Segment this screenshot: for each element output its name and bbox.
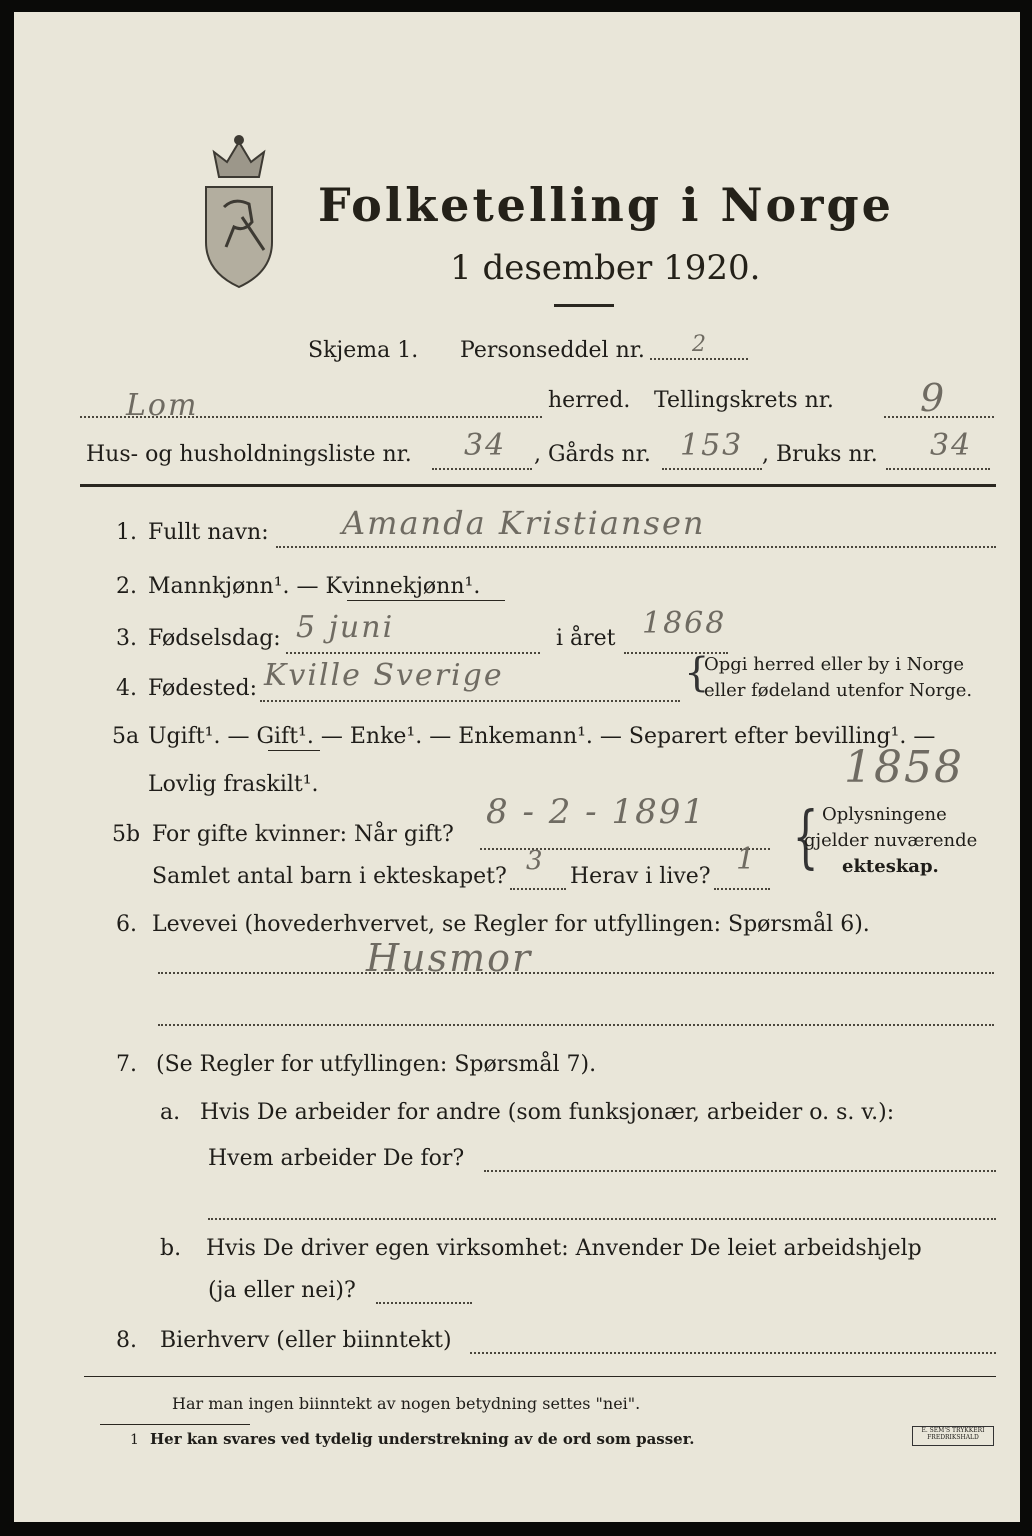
q5b-note-line2: gjelder nuværende (804, 830, 978, 851)
q5a-label-line2: Lovlig fraskilt¹. (148, 772, 319, 797)
title-divider (554, 304, 614, 307)
form-title: Folketelling i Norge (318, 178, 894, 232)
q6-value: Husmor (366, 936, 533, 980)
q5b-children-line (510, 888, 566, 890)
q5b-alive-value: 1 (736, 842, 758, 877)
q4-line (260, 700, 680, 702)
footnote-text: Her kan svares ved tydelig understrekning av de ord som passer. (150, 1430, 695, 1448)
q6-line1 (158, 972, 994, 974)
q7-number: 7. (116, 1052, 137, 1077)
q1-number: 1. (116, 520, 137, 545)
gards-line (662, 468, 762, 470)
q6-label: Levevei (hovederhvervet, se Regler for utfyllingen: Spørsmål 6). (152, 912, 870, 937)
q4-number: 4. (116, 676, 137, 701)
q7b-letter: b. (160, 1236, 182, 1261)
q5b-children-value: 3 (526, 846, 545, 876)
census-date: 1 desember 1920. (450, 248, 761, 288)
tellingskrets-value: 9 (920, 376, 947, 420)
bruks-line (886, 468, 990, 470)
footnote-rule (100, 1424, 250, 1425)
q5b-value: 8 - 2 - 1891 (486, 792, 706, 832)
q7b-label: Hvis De driver egen virksomhet: Anvender De leiet arbeidshjelp (206, 1236, 922, 1261)
q5a-number: 5a (112, 724, 140, 749)
q5a-underline (268, 750, 320, 751)
footer-note: Har man ingen biinntekt av nogen betydning settes "nei". (172, 1394, 641, 1413)
q2-label: Mannkjønn¹. — Kvinnekjønn¹. (148, 574, 481, 599)
q5b-brace: { (792, 798, 819, 877)
q8-number: 8. (116, 1328, 137, 1353)
gards-value: 153 (680, 428, 744, 463)
q7-label: (Se Regler for utfyllingen: Spørsmål 7). (156, 1052, 597, 1077)
q4-brace: { (684, 650, 710, 696)
q8-line (470, 1352, 996, 1354)
q4-note-line1: Opgi herred eller by i Norge (704, 654, 965, 675)
q5b-line (480, 848, 770, 850)
bruks-value: 34 (930, 428, 973, 463)
q4-note-line2: eller fødeland utenfor Norge. (704, 680, 973, 701)
q1-label: Fullt navn: (148, 520, 269, 545)
footer-rule (84, 1376, 996, 1377)
q5b-alive-line (714, 888, 770, 890)
q3-label: Fødselsdag: (148, 626, 281, 651)
q6-line2 (158, 1024, 994, 1026)
q5b-number: 5b (112, 822, 141, 847)
q7a-line2 (208, 1218, 996, 1220)
q5b-note-line1: Oplysningene (822, 804, 947, 825)
q7a-line1 (484, 1170, 996, 1172)
hus-label: Hus- og husholdningsliste nr. (86, 442, 412, 467)
q7b-label-line2: (ja eller nei)? (208, 1278, 356, 1303)
printer-stamp-text: E. SEM'S TRYKKERI FREDRIKSHALD (921, 1427, 985, 1441)
q4-label: Fødested: (148, 676, 258, 701)
q3-year-label: i året (556, 626, 616, 651)
footnote-number: 1 (130, 1432, 139, 1448)
personseddel-line (650, 358, 748, 360)
herred-label: herred. (548, 388, 631, 413)
bruks-label: , Bruks nr. (762, 442, 878, 467)
printer-stamp (912, 1426, 994, 1446)
herred-line (80, 416, 542, 418)
q5b-label: For gifte kvinner: Når gift? (152, 822, 454, 847)
q7a-label-line2: Hvem arbeider De for? (208, 1146, 465, 1171)
q5a-label: Ugift¹. — Gift¹. — Enke¹. — Enkemann¹. — Separert efter bevilling¹. — (148, 724, 936, 749)
q5b-alive-label: Herav i live? (570, 864, 711, 889)
q3-line (286, 652, 540, 654)
q8-label: Bierhverv (eller biinntekt) (160, 1328, 452, 1353)
q5a-extra-value: 1858 (844, 742, 964, 793)
gards-label: , Gårds nr. (534, 442, 651, 467)
q3-year-value: 1868 (642, 606, 727, 641)
coat-of-arms-icon (194, 132, 284, 292)
q7a-label: Hvis De arbeider for andre (som funksjonær, arbeider o. s. v.): (200, 1100, 895, 1125)
personseddel-value: 2 (692, 332, 708, 357)
q2-number: 2. (116, 574, 137, 599)
skjema-label: Skjema 1. (308, 338, 419, 363)
q2-underline (347, 600, 505, 601)
q4-value: Kville Sverige (264, 658, 504, 693)
q1-line (276, 546, 996, 548)
hus-value: 34 (464, 428, 507, 463)
tellingskrets-label: Tellingskrets nr. (654, 388, 834, 413)
q3-value: 5 juni (296, 610, 395, 645)
herred-value: Lom (126, 388, 199, 423)
census-form-page (14, 12, 1020, 1522)
hus-line (432, 468, 532, 470)
q3-number: 3. (116, 626, 137, 651)
q5b-children-label: Samlet antal barn i ekteskapet? (152, 864, 507, 889)
q7b-line (376, 1302, 472, 1304)
q6-number: 6. (116, 912, 137, 937)
q1-value: Amanda Kristiansen (342, 504, 706, 542)
personseddel-label: Personseddel nr. (460, 338, 645, 363)
q7a-letter: a. (160, 1100, 181, 1125)
header-rule (80, 484, 996, 487)
q5b-note-line3: ekteskap. (842, 856, 939, 877)
